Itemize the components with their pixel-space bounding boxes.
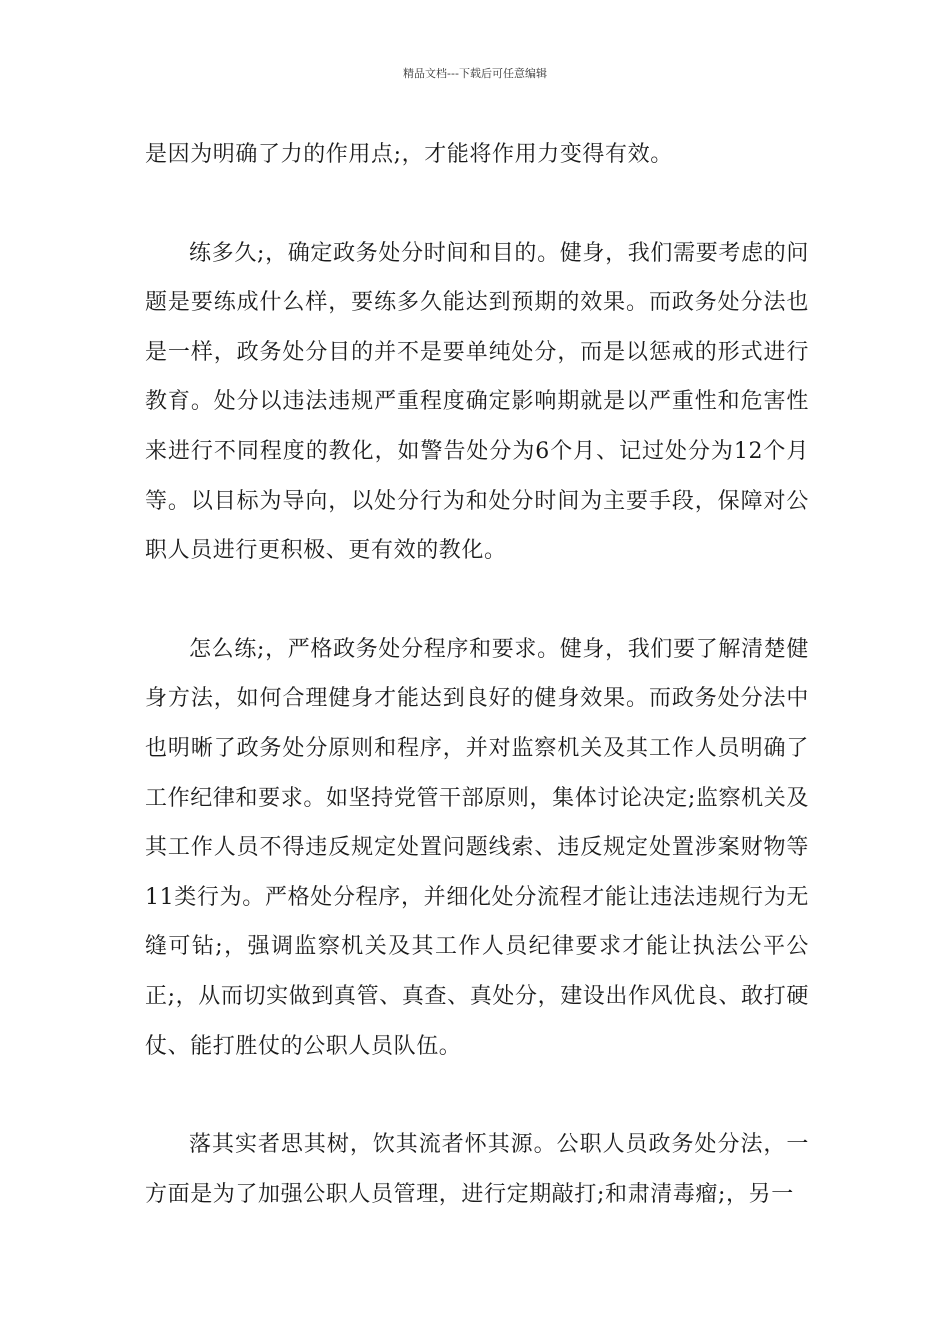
paragraph-gap [145,576,809,625]
document-body [145,130,809,1219]
paragraph: 落其实者思其树，饮其流者怀其源。公职人员政务处分法，一方面是为了加强公职人员管理，进行定期敲打;和肃清毒瘤;，另一 [145,1132,809,1207]
paragraph: 练多久;，确定政务处分时间和目的。健身，我们需要考虑的问题是要练成什么样，要练多久能达到预期的效果。而政务处分法也是一样，政务处分目的并不是要单纯处分，而是以惩戒的形式进行教育。处分以违法违规严重程度确定影响期就是以严重性和危害性来进行不同程度的教化，如警告处分为6个月、记过处分为12个月等。以目标为导向，以处分行为和处分时间为主要手段，保障对公职人员进行更积极、更有效的教化。 [145,240,809,564]
paragraph: 是因为明确了力的作用点;，才能将作用力变得有效。 [145,142,673,167]
paragraph-gap [145,1071,809,1120]
paragraph: 怎么练;，严格政务处分程序和要求。健身，我们要了解清楚健身方法，如何合理健身才能达到良好的健身效果。而政务处分法中也明晰了政务处分原则和程序，并对监察机关及其工作人员明确了工作纪律和要求。如坚持党管干部原则，集体讨论决定;监察机关及其工作人员不得违反规定处置问题线索、违反规定处置涉案财物等11类行为。严格处分程序，并细化处分流程才能让违法违规行为无缝可钻;，强调监察机关及其工作人员纪律要求才能让执法公平公正;，从而切实做到真管、真查、真处分，建设出作风优良、敢打硬仗、能打胜仗的公职人员队伍。 [145,636,809,1059]
paragraph-gap [145,180,809,229]
page-header: 精品文档---下载后可任意编辑 [403,67,547,80]
